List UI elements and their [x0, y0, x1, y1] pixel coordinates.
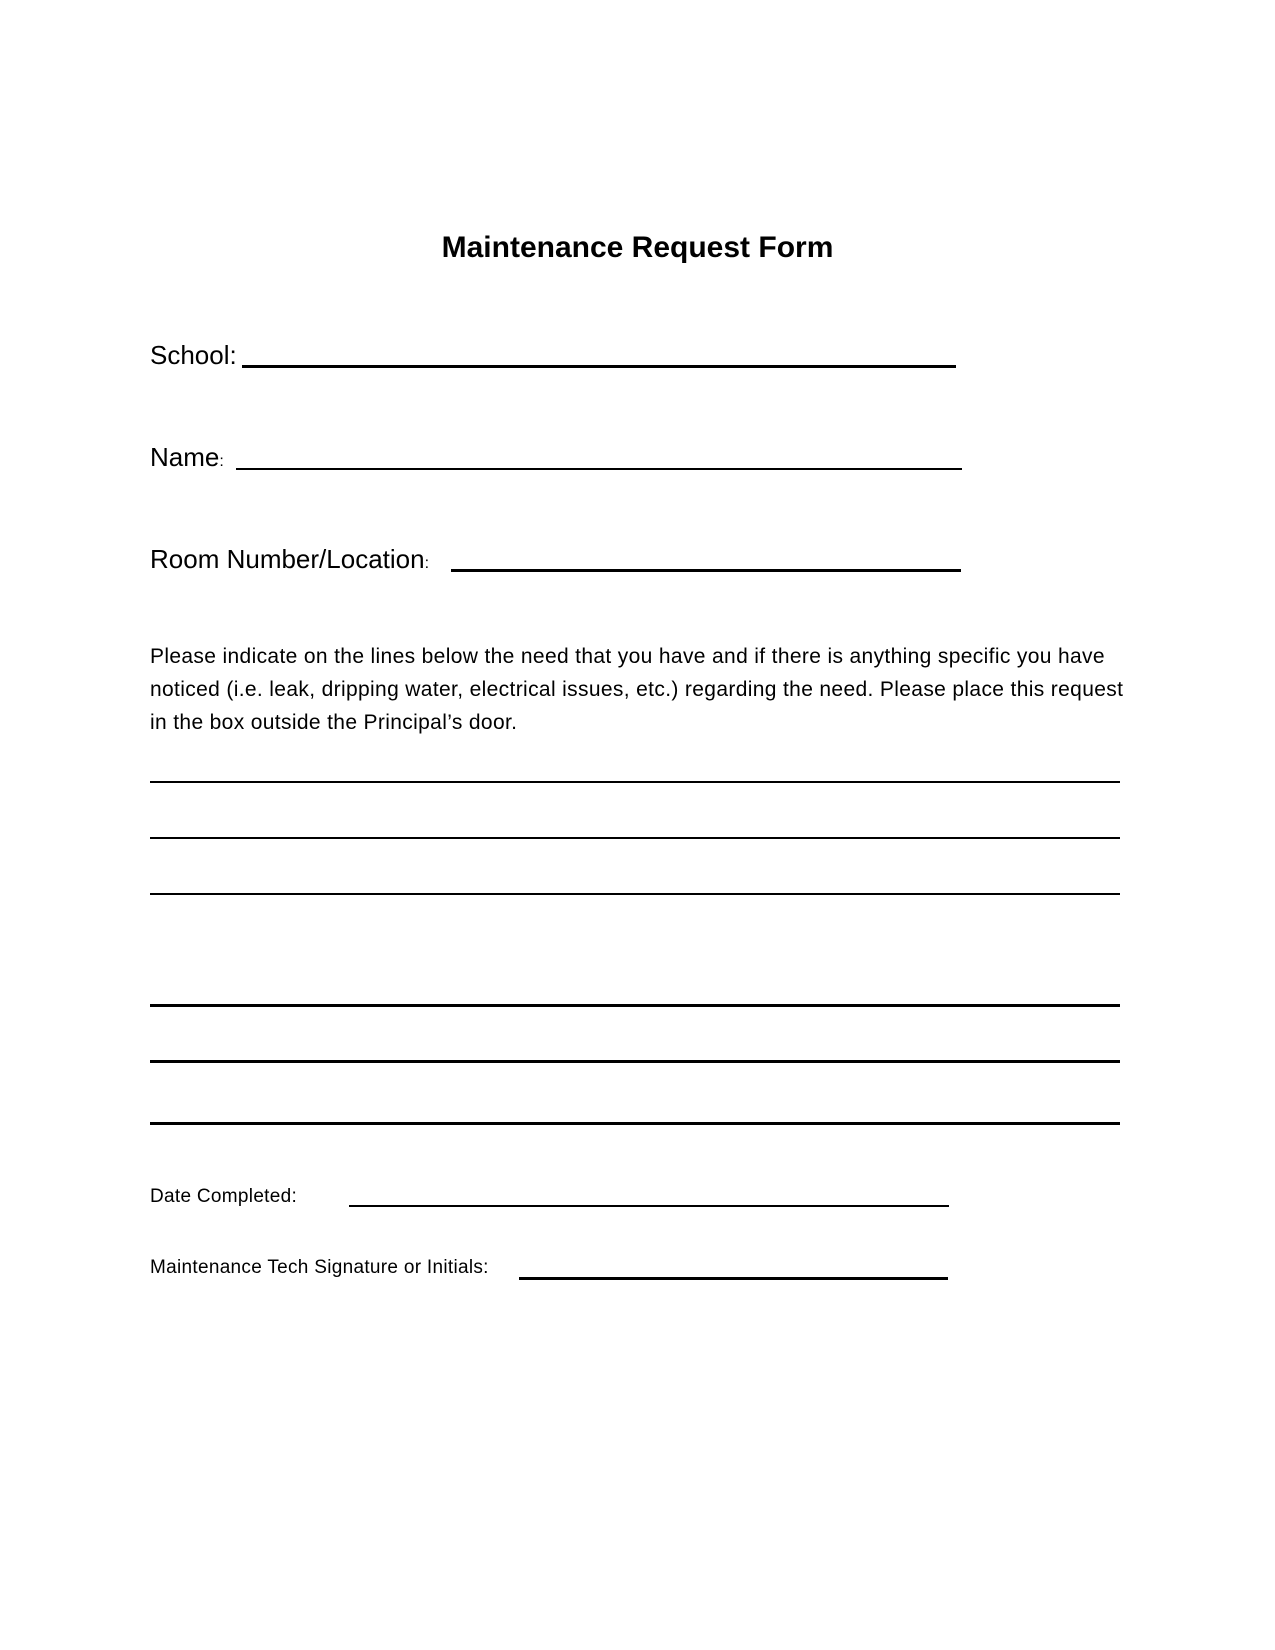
name-label-row [150, 440, 224, 479]
need-line[interactable] [150, 1060, 1120, 1063]
school-label: School: [150, 340, 237, 370]
need-line[interactable] [150, 837, 1120, 839]
need-line[interactable] [150, 1004, 1120, 1007]
need-line[interactable] [150, 893, 1120, 895]
room-label: Room Number/Location [150, 544, 425, 574]
room-colon: : [424, 555, 430, 572]
name-colon: : [219, 453, 224, 470]
room-location-field[interactable] [451, 569, 961, 572]
signature-label: Maintenance Tech Signature or Initials: [150, 1257, 489, 1278]
instructions-text: Please indicate on the lines below the need that you have and if there is anything specific you have noticed (i.e. leak, dripping water, electrical issues, etc.) regarding the need. Please place this request in the box outside the Principal’s door. [150, 645, 1124, 734]
date-completed-label: Date Completed: [150, 1186, 298, 1207]
name-label: Name [150, 442, 220, 472]
date-completed-field[interactable] [349, 1205, 949, 1207]
name-field[interactable] [236, 468, 962, 470]
need-line[interactable] [150, 781, 1120, 783]
room-label-row [150, 542, 429, 581]
signature-field[interactable] [519, 1277, 948, 1280]
form-title: Maintenance Request Form [441, 231, 834, 264]
school-field[interactable] [242, 365, 956, 368]
need-line[interactable] [150, 1122, 1120, 1125]
